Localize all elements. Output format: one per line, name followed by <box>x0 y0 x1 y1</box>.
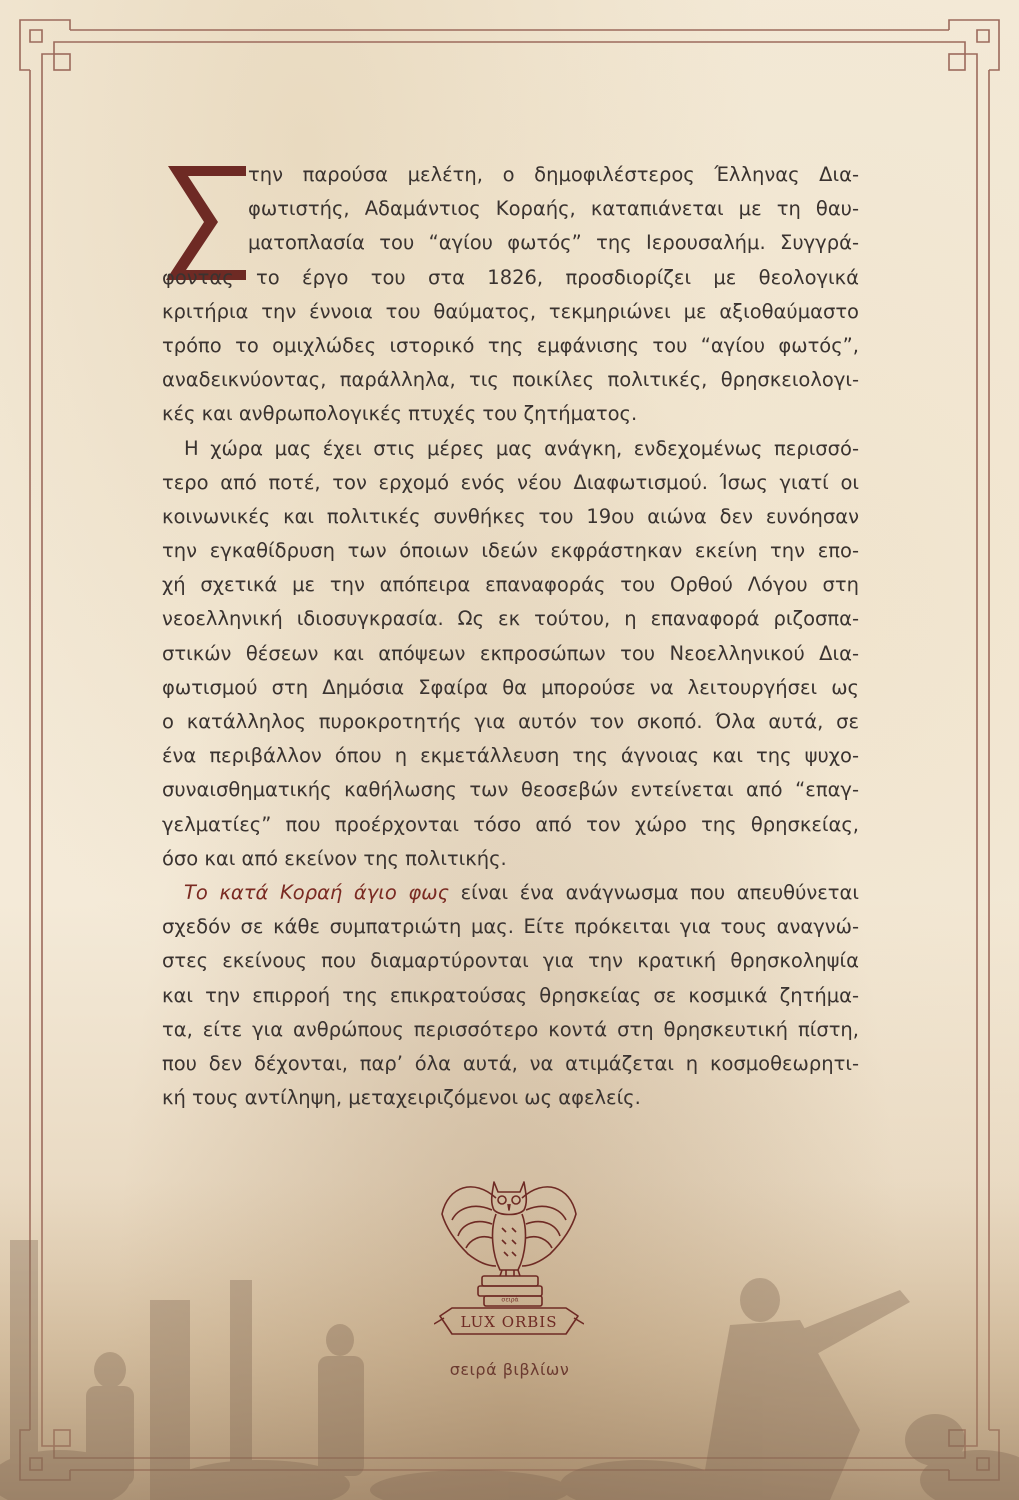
p1-line-8: κές και ανθρωπολογικές πτυχές του ζητήματος. <box>162 402 638 426</box>
p2-line-6: νεοελληνική ιδιοσυγκρασία. Ως εκ τούτου, η επαναφορά ριζοσπα- <box>162 607 859 631</box>
emblem-ribbon-text: LUX ORBIS <box>460 1313 558 1331</box>
p3-line-5: τα, είτε για ανθρώπους περισσότερο κοντά στη θρησκευτική πίστη, <box>162 1017 859 1041</box>
p2-line-13: όσο και από εκείνον της πολιτικής. <box>162 846 507 870</box>
p2-line-3: κοινωνικές και πολιτικές συνθήκες του 19ου αιώνα δεν ευνόησαν <box>162 504 859 528</box>
p3-line-1 <box>162 876 859 910</box>
p3-line-4: και την επιρροή της επικρατούσας θρησκείας σε κοσμικά ζητήμα- <box>162 983 859 1007</box>
p3-line-7: κή τους αντίληψη, μεταχειριζόμενοι ως αφελείς. <box>162 1086 641 1110</box>
lux-orbis-owl-emblem <box>434 1158 584 1358</box>
owl-body <box>493 1214 526 1270</box>
p2-line-1: Η χώρα μας έχει στις μέρες μας ανάγκη, ενδεχομένως περισσό- <box>184 436 859 460</box>
dropcap-letter: Σ <box>162 160 163 161</box>
p2-line-2: τερο από ποτέ, τον ερχομό ενός νέου Διαφωτισμού. Ίσως γιατί οι <box>162 470 859 494</box>
p3-line-6: που δεν δέχονται, παρ’ όλα αυτά, να ατιμάζεται η κοσμοθεωρητι- <box>162 1051 859 1075</box>
p2-line-5: χή σχετικά με την απόπειρα επαναφοράς του Ορθού Λόγου στη <box>162 573 859 597</box>
p2-line-8: φωτισμού στη Δημόσια Σφαίρα θα μπορούσε να λειτουργήσει ως <box>162 675 859 699</box>
p2-line-4: την εγκαθίδρυση των όποιων ιδεών εκφράστηκαν εκείνη την επο- <box>162 539 859 563</box>
p2-line-12: γελματίες” που προέρχονται τόσο από τον χώρο της θρησκείας, <box>162 812 859 836</box>
emblem-small-label: σειρά <box>501 1296 519 1304</box>
p1-line-1: την παρούσα μελέτη, ο δημοφιλέστερος Έλληνας Δια- <box>248 163 859 186</box>
p2-line-9: ο κατάλληλος πυροκροτητής για αυτόν τον σκοπό. Όλα αυτά, σε <box>162 710 859 733</box>
series-label: σειρά βιβλίων <box>449 1360 570 1379</box>
p2-line-11: συναισθηματικής καθήλωσης των θεοσεβών εντείνεται από “επαγ- <box>162 778 859 802</box>
book-title-italic: Το κατά Κοραή άγιο φως <box>184 880 450 904</box>
p1-line-3: ματοπλασία του “αγίου φωτός” της Ιερουσαλήμ. Συγγρά- <box>248 231 859 255</box>
p1-line-6: τρόπο το ομιχλώδες ιστορικό της εμφάνισης του “αγίου φωτός”, <box>162 333 859 357</box>
p1-line-5: κριτήρια την έννοια του θαύματος, τεκμηριώνει με αξιοθαύμαστο <box>162 299 859 323</box>
blurb-text <box>162 158 859 1115</box>
p3-line-3: στες εκείνους που διαμαρτύρονται για την κρατική θρησκοληψία <box>162 949 859 973</box>
paragraph-1 <box>162 158 859 432</box>
owl-right-wing <box>522 1187 576 1266</box>
p1-line-7: αναδεικνύοντας, παράλληλα, τις ποικίλες πολιτικές, θρησκειολογι- <box>162 368 859 392</box>
books-stack-icon <box>482 1276 538 1286</box>
p2-line-10: ένα περιβάλλον όπου η εκμετάλλευση της άγνοιας και της ψυχο- <box>162 744 859 768</box>
p2-line-7: στικών θέσεων και απόψεων εκπροσώπων του Νεοελληνικού Δια- <box>162 641 859 665</box>
p3-line-1-rest: είναι ένα ανάγνωσμα που απευθύνεται <box>449 880 859 904</box>
paragraph-3 <box>162 876 859 1115</box>
owl-left-wing <box>442 1187 496 1266</box>
p3-line-2: σχεδόν σε κάθε συμπατριώτη μας. Είτε πρόκειται για τους αναγνώ- <box>162 915 859 939</box>
p1-line-4: φοντας το έργο του στα 1826, προσδιορίζει με θεολογικά <box>162 265 859 289</box>
p1-line-2: φωτιστής, Αδαμάντιος Κοραής, καταπιάνεται με τη θαυ- <box>248 197 859 221</box>
paragraph-2 <box>162 432 859 876</box>
